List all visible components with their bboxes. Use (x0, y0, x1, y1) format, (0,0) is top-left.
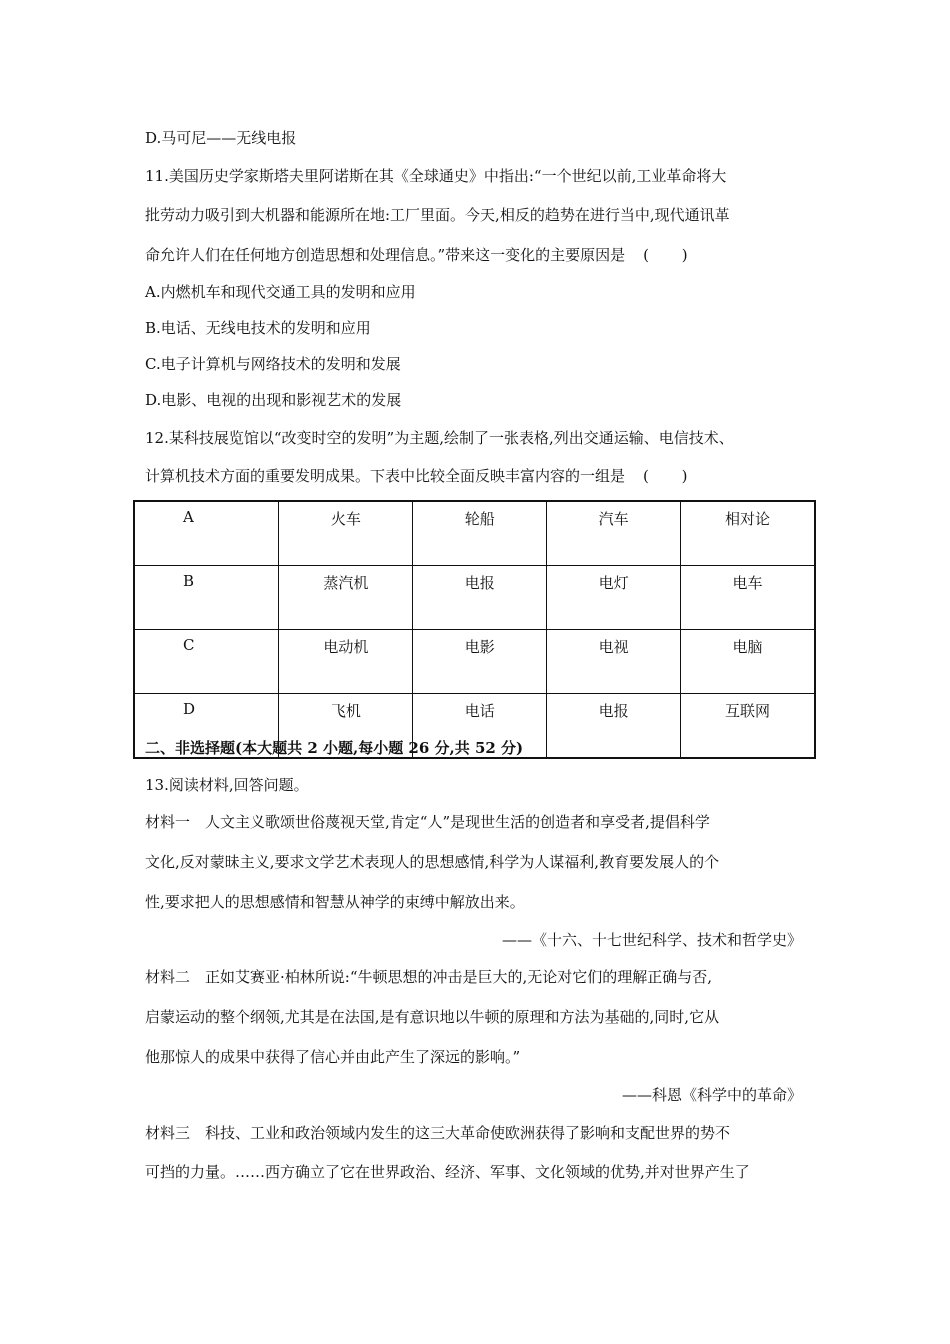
table-row (134, 501, 815, 566)
table-cell: 火车 (279, 501, 413, 566)
table-cell: 蒸汽机 (279, 566, 413, 630)
q12-stem-line-1: 12.某科技展览馆以“改变时空的发明”为主题,绘制了一张表格,列出交通运输、电信技术、 (145, 429, 734, 447)
row-label: B (134, 566, 279, 630)
table-row (134, 630, 815, 694)
q11-option-d: D.电影、电视的出现和影视艺术的发展 (145, 391, 402, 409)
q12-stem-line-2 (145, 466, 702, 486)
table-cell: 相对论 (681, 501, 815, 566)
q11-option-a: A.内燃机车和现代交通工具的发明和应用 (145, 283, 416, 301)
material-3-line-1: 材料三 科技、工业和政治领域内发生的这三大革命使欧洲获得了影响和支配世界的势不 (145, 1124, 731, 1142)
q11-stem-line-3 (145, 245, 702, 265)
q12-options-table (133, 500, 816, 759)
table-cell: 汽车 (547, 501, 681, 566)
table-cell: 轮船 (413, 501, 547, 566)
table-cell: 电影 (413, 630, 547, 694)
table-cell: 电动机 (279, 630, 413, 694)
material-2-line-3: 他那惊人的成果中获得了信心并由此产生了深远的影响。” (145, 1048, 521, 1066)
q11-stem-line-2: 批劳动力吸引到大机器和能源所在地:工厂里面。今天,相反的趋势在进行当中,现代通讯革 (145, 206, 730, 224)
material-1-source: ——《十六、十七世纪科学、技术和哲学史》 (501, 931, 802, 949)
q11-option-b: B.电话、无线电技术的发明和应用 (145, 319, 371, 337)
row-label: A (134, 501, 279, 566)
table-cell: 电话 (413, 694, 547, 759)
q10-option-d: D.马可尼——无线电报 (145, 129, 297, 147)
material-1-line-2: 文化,反对蒙昧主义,要求文学艺术表现人的思想感情,科学为人谋福利,教育要发展人的个 (145, 853, 720, 871)
table-cell: 电灯 (547, 566, 681, 630)
section-title: 二、非选择题(本大题共 2 小题,每小题 26 分,共 52 分) (145, 739, 524, 757)
table-cell: 电车 (681, 566, 815, 630)
q11-answer-paren: ( ) (643, 246, 702, 264)
table-cell: 互联网 (681, 694, 815, 759)
material-1-line-3: 性,要求把人的思想感情和智慧从神学的束缚中解放出来。 (145, 893, 525, 911)
table-row (134, 566, 815, 630)
q11-stem-line-1: 11.美国历史学家斯塔夫里阿诺斯在其《全球通史》中指出:“一个世纪以前,工业革命将大 (145, 167, 727, 185)
material-1-line-1: 材料一 人文主义歌颂世俗蔑视天堂,肯定“人”是现世生活的创造者和享受者,提倡科学 (145, 813, 710, 831)
material-2-source: ——科恩《科学中的革命》 (621, 1086, 802, 1104)
table-cell: 电报 (547, 694, 681, 759)
q11-option-c: C.电子计算机与网络技术的发明和发展 (145, 355, 401, 373)
table-cell: 飞机 (279, 694, 413, 759)
material-3-line-2: 可挡的力量。……西方确立了它在世界政治、经济、军事、文化领域的优势,并对世界产生了 (145, 1163, 750, 1181)
table-cell: 电脑 (681, 630, 815, 694)
table-cell: 电报 (413, 566, 547, 630)
row-label: D (134, 694, 279, 759)
q12-stem-text: 计算机技术方面的重要发明成果。下表中比较全面反映丰富内容的一组是 (145, 467, 626, 485)
row-label: C (134, 630, 279, 694)
material-2-line-2: 启蒙运动的整个纲领,尤其是在法国,是有意识地以牛顿的原理和方法为基础的,同时,它从 (145, 1008, 720, 1026)
q13-intro: 13.阅读材料,回答问题。 (145, 776, 309, 794)
material-2-line-1: 材料二 正如艾赛亚·柏林所说:“牛顿思想的冲击是巨大的,无论对它们的理解正确与否, (145, 968, 713, 986)
q12-answer-paren: ( ) (643, 467, 702, 485)
q11-stem-text: 命允许人们在任何地方创造思想和处理信息。”带来这一变化的主要原因是 (145, 246, 626, 264)
table-cell: 电视 (547, 630, 681, 694)
